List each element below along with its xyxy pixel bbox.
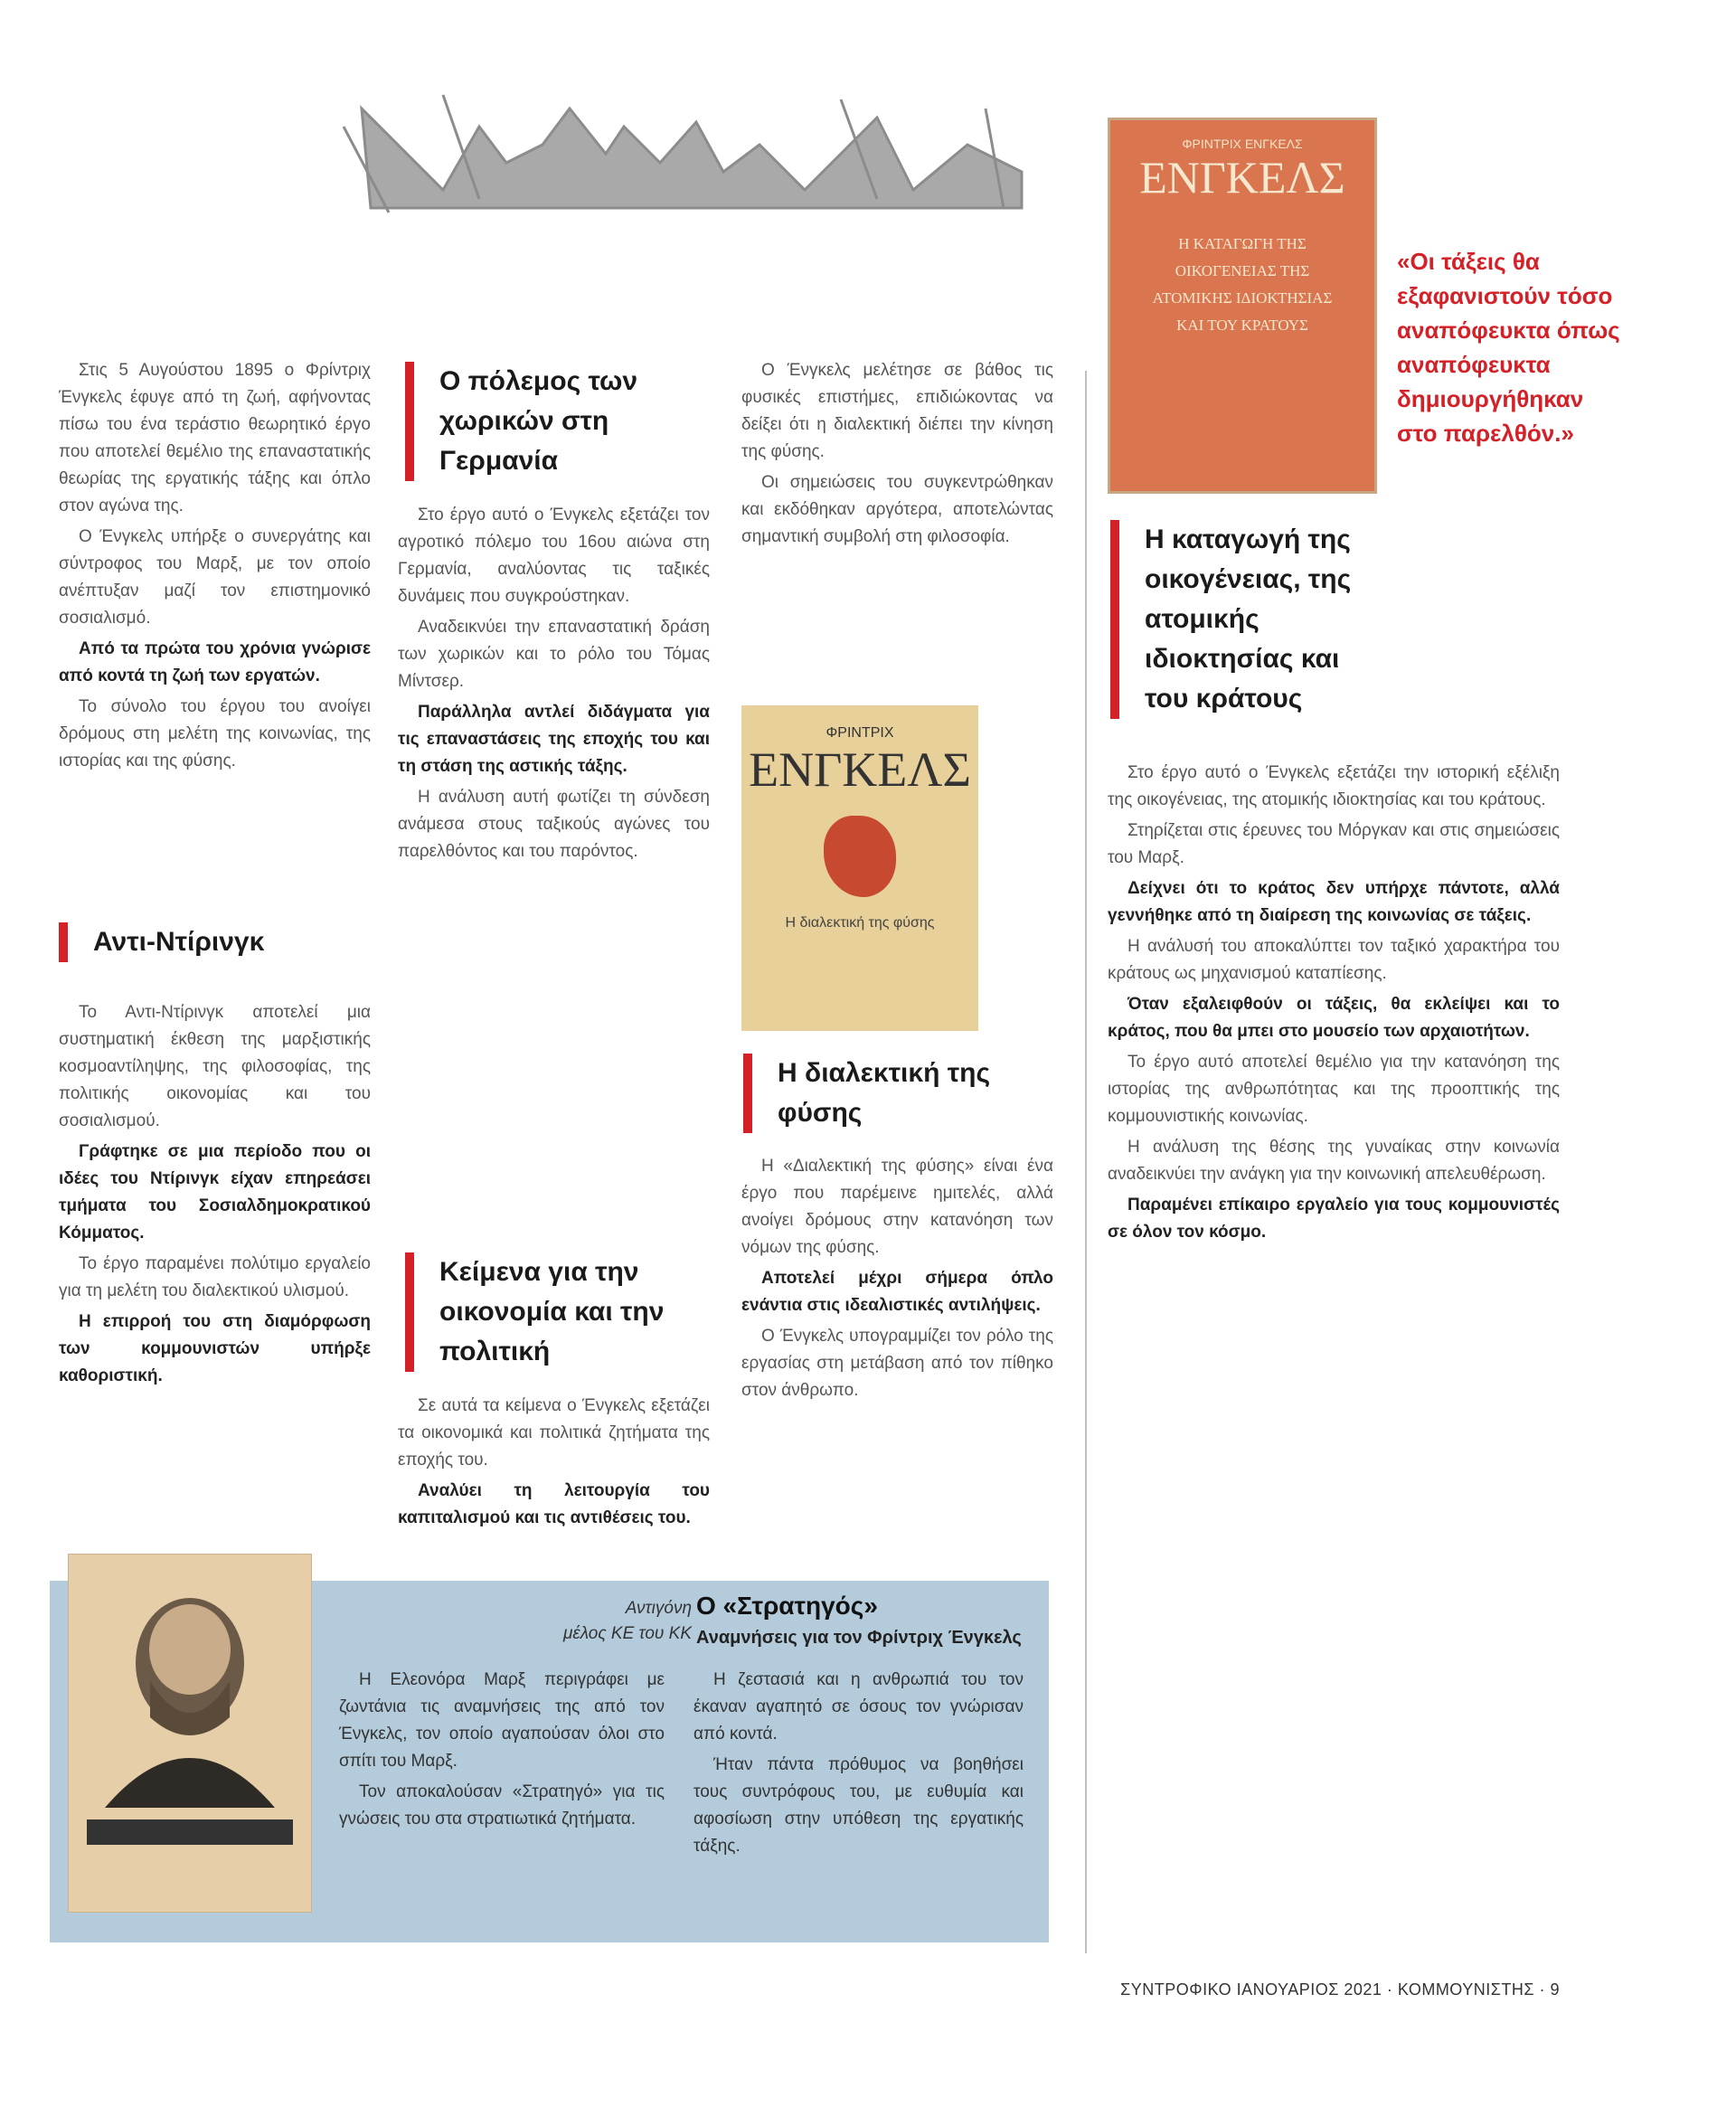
box-subtitle: Αναμνήσεις για τον Φρίντριχ Ένγκελς [696, 1628, 1022, 1648]
article-column-2: Στο έργο αυτό ο Ένγκελς εξετάζει τον αγροτικό πόλεμο του 16ου αιώνα στη Γερμανία, αναλύοντας τις ταξικές δυνάμεις που συγκρούστηκαν. Αναδεικνύει την επαναστατική δράση των χωρικών και το ρόλο του Τόμας Μίντσερ. Παράλληλα αντλεί διδάγματα για τις επαναστάσεις της εποχής του και τη στάση της αστικής τάξης. Η ανάλυση αυτή φωτίζει τη σύνδεση ανάμεσα στους ταξικούς αγώνες του παρελθόντος και του παρόντος. [398, 506, 710, 861]
box-author-2: μέλος ΚΕ του ΚΚ [562, 1624, 692, 1643]
article-column-3b: Η «Διαλεκτική της φύσης» είναι ένα έργο που παρέμεινε ημιτελές, αλλά ανοίγει δρόμους στην κατανόηση των νόμων της φύσης. Αποτελεί μέχρι σήμερα όπλο ενάντια στις ιδεαλιστικές αντιλήψεις. Ο Ένγκελς υπογραμμίζει τον ρόλο της εργασίας στη μετάβαση από τον πίθηκο στον άνθρωπο. [741, 1157, 1053, 1400]
box-title: Ο «Στρατηγός» [696, 1592, 878, 1620]
portrait-image [68, 1554, 312, 1913]
box-text-2: Η ζεστασιά και η ανθρωπιά του τον έκαναν αγαπητό σε όσους τον γνώρισαν από κοντά. Ήταν πάντα πρόθυμος να βοηθήσει τους συντρόφους του, με ευθυμία και αφοσίωση στην υπόθεση της εργατικής τάξης. [693, 1670, 1024, 1856]
book-cover-dialectics [741, 705, 978, 1031]
feature-box [50, 1581, 1049, 1942]
subheading-dialectics: Η διαλεκτική της φύσης [743, 1054, 995, 1133]
subheading-origin-family: Η καταγωγή της οικογένειας, της ατομικής ιδιοκτησίας και του κράτους [1110, 520, 1389, 719]
book-author-small: ΦΡΙΝΤΡΙΧ [826, 725, 894, 741]
factory-skyline-icon [335, 90, 1040, 217]
article-column-4: Στο έργο αυτό ο Ένγκελς εξετάζει την ιστορική εξέλιξη της οικογένειας, της ατομικής ιδιοκτησίας και του κράτους. Στηρίζεται στις έρευνες του Μόργκαν και στις σημειώσεις του Μαρξ. Δείχνει ότι το κράτος δεν υπήρχε πάντοτε, αλλά γεννήθηκε από τη διαίρεση της κοινωνίας σε τάξεις. Η ανάλυσή του αποκαλύπτει τον ταξικό χαρακτήρα του κράτους ως μηχανισμού καταπίεσης. Όταν εξαλειφθούν οι τάξεις, θα εκλείψει και το κράτος, που θα μπει στο μουσείο των αρχαιοτήτων. Το έργο αυτό αποτελεί θεμέλιο για την κατανόηση της ιστορίας της ανθρωπότητας και της προοπτικής της κομμουνιστικής κοινωνίας. Η ανάλυση της θέσης της γυναίκας στην κοινωνία αναδεικνύει την ανάγκη για την κοινωνική απελευθέρωση. Παραμένει επίκαιρο εργαλείο για τους κομμουνιστές σε όλον τον κόσμο. [1108, 763, 1560, 1242]
article-column-3: Ο Ένγκελς μελέτησε σε βάθος τις φυσικές επιστήμες, επιδιώκοντας να δείξει ότι η διαλεκτική διέπει την κίνηση της φύσης. Οι σημειώσεις του συγκεντρώθηκαν και εκδόθηκαν αργότερα, αποτελώντας σημαντική συμβολή στη φιλοσοφία. [741, 361, 1053, 546]
book-title: Η διαλεκτική της φύσης [785, 915, 935, 931]
book-author-big: ΕΝΓΚΕΛΣ [1139, 152, 1345, 203]
article-column-1b: Το Αντι-Ντίρινγκ αποτελεί μια συστηματική έκθεση της μαρξιστικής κοσμοαντίληψης, της φιλοσοφίας, της πολιτικής οικονομίας και του σοσιαλισμού. Γράφτηκε σε μια περίοδο που οι ιδέες του Ντίρινγκ είχαν επηρεάσει τμήματα του Σοσιαλδημοκρατικού Κόμματος. Το έργο παραμένει πολύτιμο εργαλείο για τη μελέτη του διαλεκτικού υλισμού. Η επιρροή του στη διαμόρφωση των κομμουνιστών υπήρξε καθοριστική. [59, 1003, 371, 1385]
subheading-anti-duhring: Αντι-Ντίρινγκ [59, 922, 346, 962]
book-emblem [824, 816, 896, 897]
book-cover-origin [1108, 118, 1377, 494]
article-column-2b: Σε αυτά τα κείμενα ο Ένγκελς εξετάζει τα οικονομικά και πολιτικά ζητήματα της εποχής του. Αναλύει τη λειτουργία του καπιταλισμού και τις αντιθέσεις του. [398, 1396, 710, 1527]
book-author-big: ΕΝΓΚΕΛΣ [749, 742, 971, 797]
subheading-peasant-war: Ο πόλεμος των χωρικών στη Γερμανία [405, 362, 684, 481]
box-text-1: Η Ελεονόρα Μαρξ περιγράφει με ζωντάνια τις αναμνήσεις της από τον Ένγκελς, τον οποίο αγαπούσαν όλοι στο σπίτι του Μαρξ. Τον αποκαλούσαν «Στρατηγό» για τις γνώσεις του στα στρατιωτικά ζητήματα. [339, 1670, 665, 1829]
portrait-figure-icon [69, 1555, 311, 1808]
book-author-small: ΦΡΙΝΤΡΙΧ ΕΝΓΚΕΛΣ [1182, 137, 1303, 151]
subheading-economy-politics: Κείμενα για την οικονομία και την πολιτική [405, 1252, 684, 1372]
portrait-book-band [87, 1819, 293, 1845]
pull-quote: «Οι τάξεις θα εξαφανιστούν τόσο αναπόφευκτα όπως αναπόφευκτα δημιουργήθηκαν στο παρελθόν.» [1397, 248, 1620, 447]
page-footer: ΣΥΝΤΡΟΦΙΚΟ ΙΑΝΟΥΑΡΙΟΣ 2021 · ΚΟΜΜΟΥΝΙΣΤΗΣ · 9 [1120, 1980, 1560, 1999]
box-author-1: Αντιγόνη [625, 1599, 692, 1618]
article-column-1: Στις 5 Αυγούστου 1895 ο Φρίντριχ Ένγκελς έφυγε από τη ζωή, αφήνοντας πίσω του ένα τεράστιο θεωρητικό έργο που αποτελεί θεμέλιο της επαναστατικής θεωρίας της εργατικής τάξης και όπλο στον αγώνα της. Ο Ένγκελς υπήρξε ο συνεργάτης και σύντροφος του Μαρξ, με τον οποίο ανέπτυξαν μαζί τον επιστημονικό σοσιαλισμό. Από τα πρώτα του χρόνια γνώρισε από κοντά τη ζωή των εργατών. Το σύνολο του έργου του ανοίγει δρόμους στη μελέτη της κοινωνίας, της ιστορίας και της φύσης. [59, 361, 371, 770]
book-title: Η ΚΑΤΑΓΩΓΗ ΤΗΣ ΟΙΚΟΓΕΝΕΙΑΣ ΤΗΣ ΑΤΟΜΙΚΗΣ ΙΔΙΟΚΤΗΣΙΑΣ ΚΑΙ ΤΟΥ ΚΡΑΤΟΥΣ [1152, 235, 1333, 334]
column-divider [1085, 371, 1087, 1953]
